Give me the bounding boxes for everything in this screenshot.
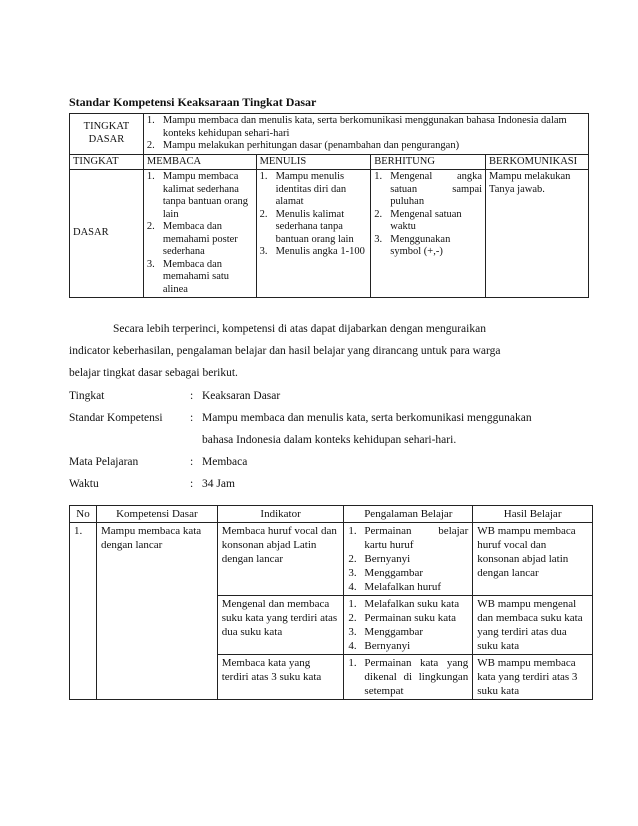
list-item: 4. Bernyanyi: [348, 640, 411, 652]
tingkat-dasar-label: TINGKAT DASAR: [83, 121, 130, 145]
list-item: 2. Bernyanyi: [348, 553, 411, 565]
info-row-waktu: Waktu : 34 Jam: [69, 478, 235, 490]
header-tingkat: TINGKAT: [70, 154, 144, 170]
paragraph-line: belajar tingkat dasar sebagai berikut.: [69, 367, 238, 379]
subject-info: [69, 390, 589, 500]
list-item: 1. Melafalkan suku kata: [348, 598, 460, 610]
body-paragraph: [69, 318, 569, 384]
menulis-cell: [256, 170, 371, 298]
list-item: 3. Menggambar: [348, 626, 424, 638]
berkomunikasi-cell: Mampu melakukan Tanya jawab.: [486, 170, 589, 298]
header-indikator: Indikator: [217, 506, 344, 523]
tingkat-dasar-cell: [70, 114, 144, 155]
header-hasil-belajar: Hasil Belajar: [473, 506, 593, 523]
standard-competency-list: [147, 115, 585, 153]
list-item: 1. Mampu membaca dan menulis kata, serta berkomunikasi menggunakan bahasa Indonesia dalam konteks kehidupan sehari-hari: [146, 115, 567, 139]
header-no: No: [70, 506, 97, 523]
list-item: 3. Menggambar: [348, 567, 424, 579]
list-item: 1. Permainan belajar kartu huruf: [348, 525, 469, 551]
list-item: 1. Mampu membaca kalimat sederhana tanpa bantuan orang lain: [146, 171, 248, 220]
hasil-cell: WB mampu membaca huruf vocal dan konsonan abjad latin dengan lancar: [473, 523, 593, 596]
list-item: 2. Membaca dan memahami poster sederhana: [146, 221, 238, 257]
indikator-cell: Membaca kata yang terdiri atas 3 suku kata: [217, 655, 344, 700]
hasil-cell: WB mampu mengenal dan membaca suku kata yang terdiri atas dua suku kata: [473, 596, 593, 655]
list-item: 3. Menulis angka 1-100: [259, 246, 365, 257]
paragraph-line: Secara lebih terperinci, kompetensi di atas dapat dijabarkan dengan menguraikan: [113, 323, 486, 335]
list-item: 2. Mengenal satuan waktu: [374, 208, 462, 232]
list-item: 2. Mampu melakukan perhitungan dasar (penambahan dan pengurangan): [146, 140, 460, 151]
row-label-dasar: DASAR: [70, 170, 144, 298]
table-header-row: [70, 506, 593, 523]
row-number: 1.: [70, 523, 97, 700]
header-berkomunikasi: BERKOMUNIKASI: [486, 154, 589, 170]
info-row-tingkat: Tingkat : Keaksaran Dasar: [69, 390, 281, 402]
standard-competency-cell: [143, 114, 588, 155]
list-item: 1. Mampu menulis identitas diri dan alamat: [259, 171, 347, 207]
pengalaman-cell: [344, 523, 473, 596]
header-pengalaman-belajar: Pengalaman Belajar: [344, 506, 473, 523]
list-item: 3. Menggunakan symbol (+,-): [374, 233, 451, 257]
list-item: 2. Permainan suku kata: [348, 612, 457, 624]
table-header-row: [70, 154, 589, 170]
kompetensi-dasar-cell: Mampu membaca kata dengan lancar: [96, 523, 217, 700]
hasil-cell: WB mampu membaca kata yang terdiri atas 3 suku kata: [473, 655, 593, 700]
table-row: [70, 170, 589, 298]
info-row-standar-kompetensi: Standar Kompetensi : Mampu membaca dan menulis kata, serta berkomunikasi menggunakan bahasa Indonesia dalam konteks kehidupan sehari-hari.: [69, 412, 532, 446]
indikator-cell: Membaca huruf vocal dan konsonan abjad Latin dengan lancar: [217, 523, 344, 596]
pengalaman-cell: [344, 655, 473, 700]
header-membaca: MEMBACA: [143, 154, 256, 170]
list-item: 4. Melafalkan huruf: [348, 581, 442, 593]
section-title: Standar Kompetensi Keaksaraan Tingkat Dasar: [69, 95, 317, 109]
list-item: 1. Mengenal angka satuan sampai puluhan: [374, 171, 483, 207]
table-row: [70, 523, 593, 596]
membaca-cell: [143, 170, 256, 298]
berhitung-cell: [371, 170, 486, 298]
indikator-cell: Mengenal dan membaca suku kata yang terdiri atas dua suku kata: [217, 596, 344, 655]
learning-outcome-table: [69, 505, 593, 700]
paragraph-line: indicator keberhasilan, pengalaman belajar dan hasil belajar yang dirancang untuk para warga: [69, 345, 501, 357]
pengalaman-cell: [344, 596, 473, 655]
header-berhitung: BERHITUNG: [371, 154, 486, 170]
header-kompetensi-dasar: Kompetensi Dasar: [96, 506, 217, 523]
list-item: 2. Menulis kalimat sederhana tanpa bantuan orang lain: [259, 208, 354, 245]
competency-standard-table: [69, 113, 589, 298]
info-row-mata-pelajaran: Mata Pelajaran : Membaca: [69, 456, 248, 468]
header-menulis: MENULIS: [256, 154, 371, 170]
list-item: 1. Permainan kata yang dikenal di lingkungan setempat: [348, 657, 469, 697]
list-item: 3. Membaca dan memahami satu alinea: [146, 258, 230, 295]
